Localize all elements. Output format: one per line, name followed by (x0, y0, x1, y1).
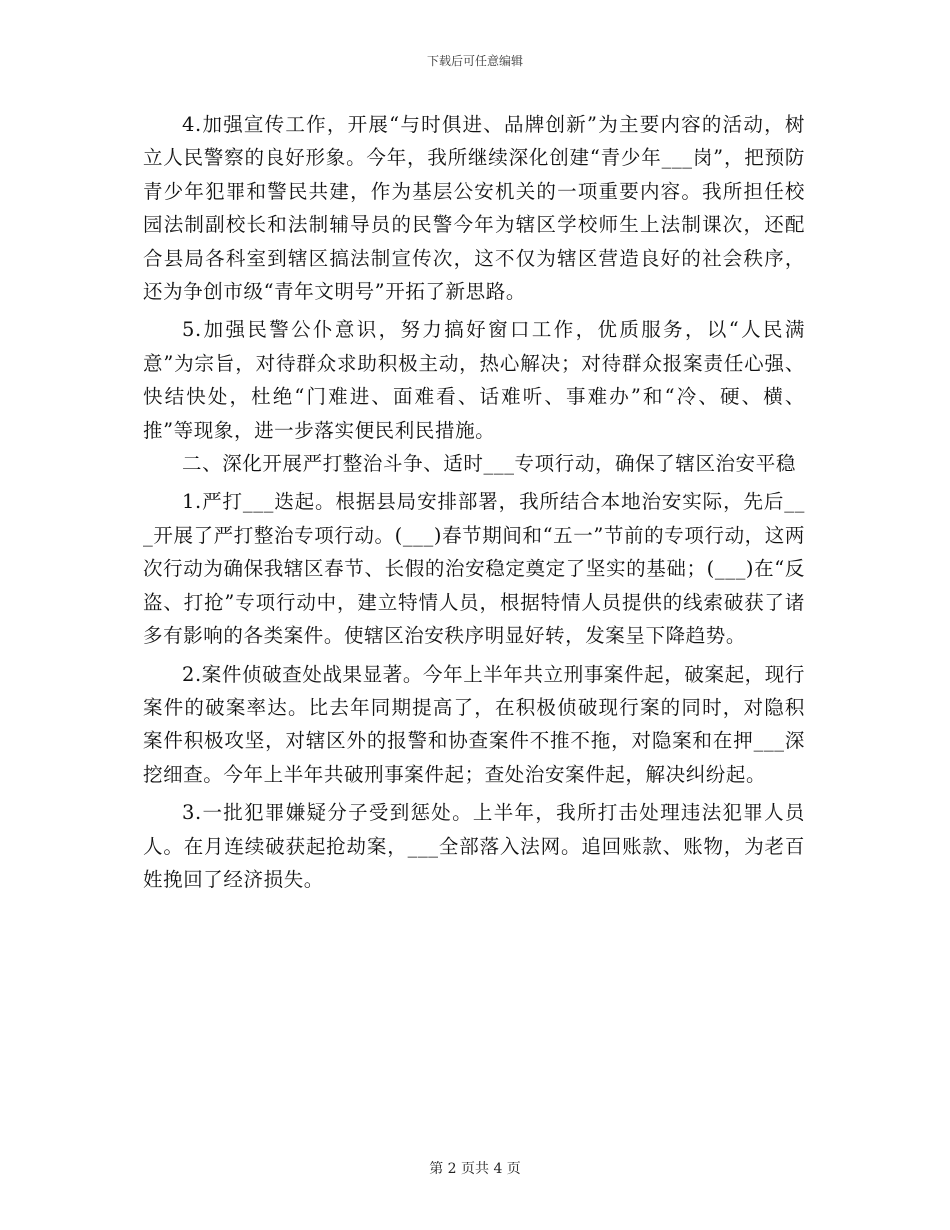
section-heading-crackdown: 二、深化开展严打整治斗争、适时___专项行动，确保了辖区治安平稳 (182, 452, 796, 476)
paragraph-case-solving: 2.案件侦破查处战果显著。今年上半年共立刑事案件起，破案起，现行案件的破案率达。比去年同期提高了，在积极侦破现行案的同时，对隐积案件积极攻坚，对辖区外的报警和协查案件不推不拖，对隐案和在押___深挖细查。今年上半年共破刑事案件起；查处治安案件起，解决纠纷起。 (143, 662, 805, 786)
paragraph-strike-hard: 1.严打___迭起。根据县局安排部署，我所结合本地治安实际，先后___开展了严打整治专项行动。(___)春节期间和“五一”节前的专项行动，这两次行动为确保我辖区春节、长假的治安稳定奠定了坚实的基础；(___)在“反盗、打抢”专项行动中，建立特情人员，根据特情人员提供的线索破获了诸多有影响的各类案件。使辖区治安秩序明显好转，发案呈下降趋势。 (143, 490, 805, 648)
paragraph-service: 5.加强民警公仆意识，努力搞好窗口工作，优质服务，以“人民满意”为宗旨，对待群众求助积极主动，热心解决；对待群众报案责任心强、快结快处，杜绝“门难进、面难看、话难听、事难办”和“冷、硬、横、推”等现象，进一步落实便民利民措施。 (143, 318, 805, 442)
page-header: 下载后可任意编辑 (426, 54, 523, 68)
paragraph-suspects-punished: 3.一批犯罪嫌疑分子受到惩处。上半年，我所打击处理违法犯罪人员人。在月连续破获起抢劫案，___全部落入法网。追回账款、账物，为老百姓挽回了经济损失。 (143, 801, 805, 891)
page-footer: 第 2 页共 4 页 (429, 1161, 521, 1177)
document-body (143, 108, 805, 896)
paragraph-publicity: 4.加强宣传工作，开展“与时俱进、品牌创新”为主要内容的活动，树立人民警察的良好形象。今年，我所继续深化创建“青少年___岗”，把预防青少年犯罪和警民共建，作为基层公安机关的一项重要内容。我所担任校园法制副校长和法制辅导员的民警今年为辖区学校师生上法制课次，还配合县局各科室到辖区搞法制宣传次，这不仅为辖区营造良好的社会秩序，还为争创市级“青年文明号”开拓了新思路。 (143, 113, 805, 304)
